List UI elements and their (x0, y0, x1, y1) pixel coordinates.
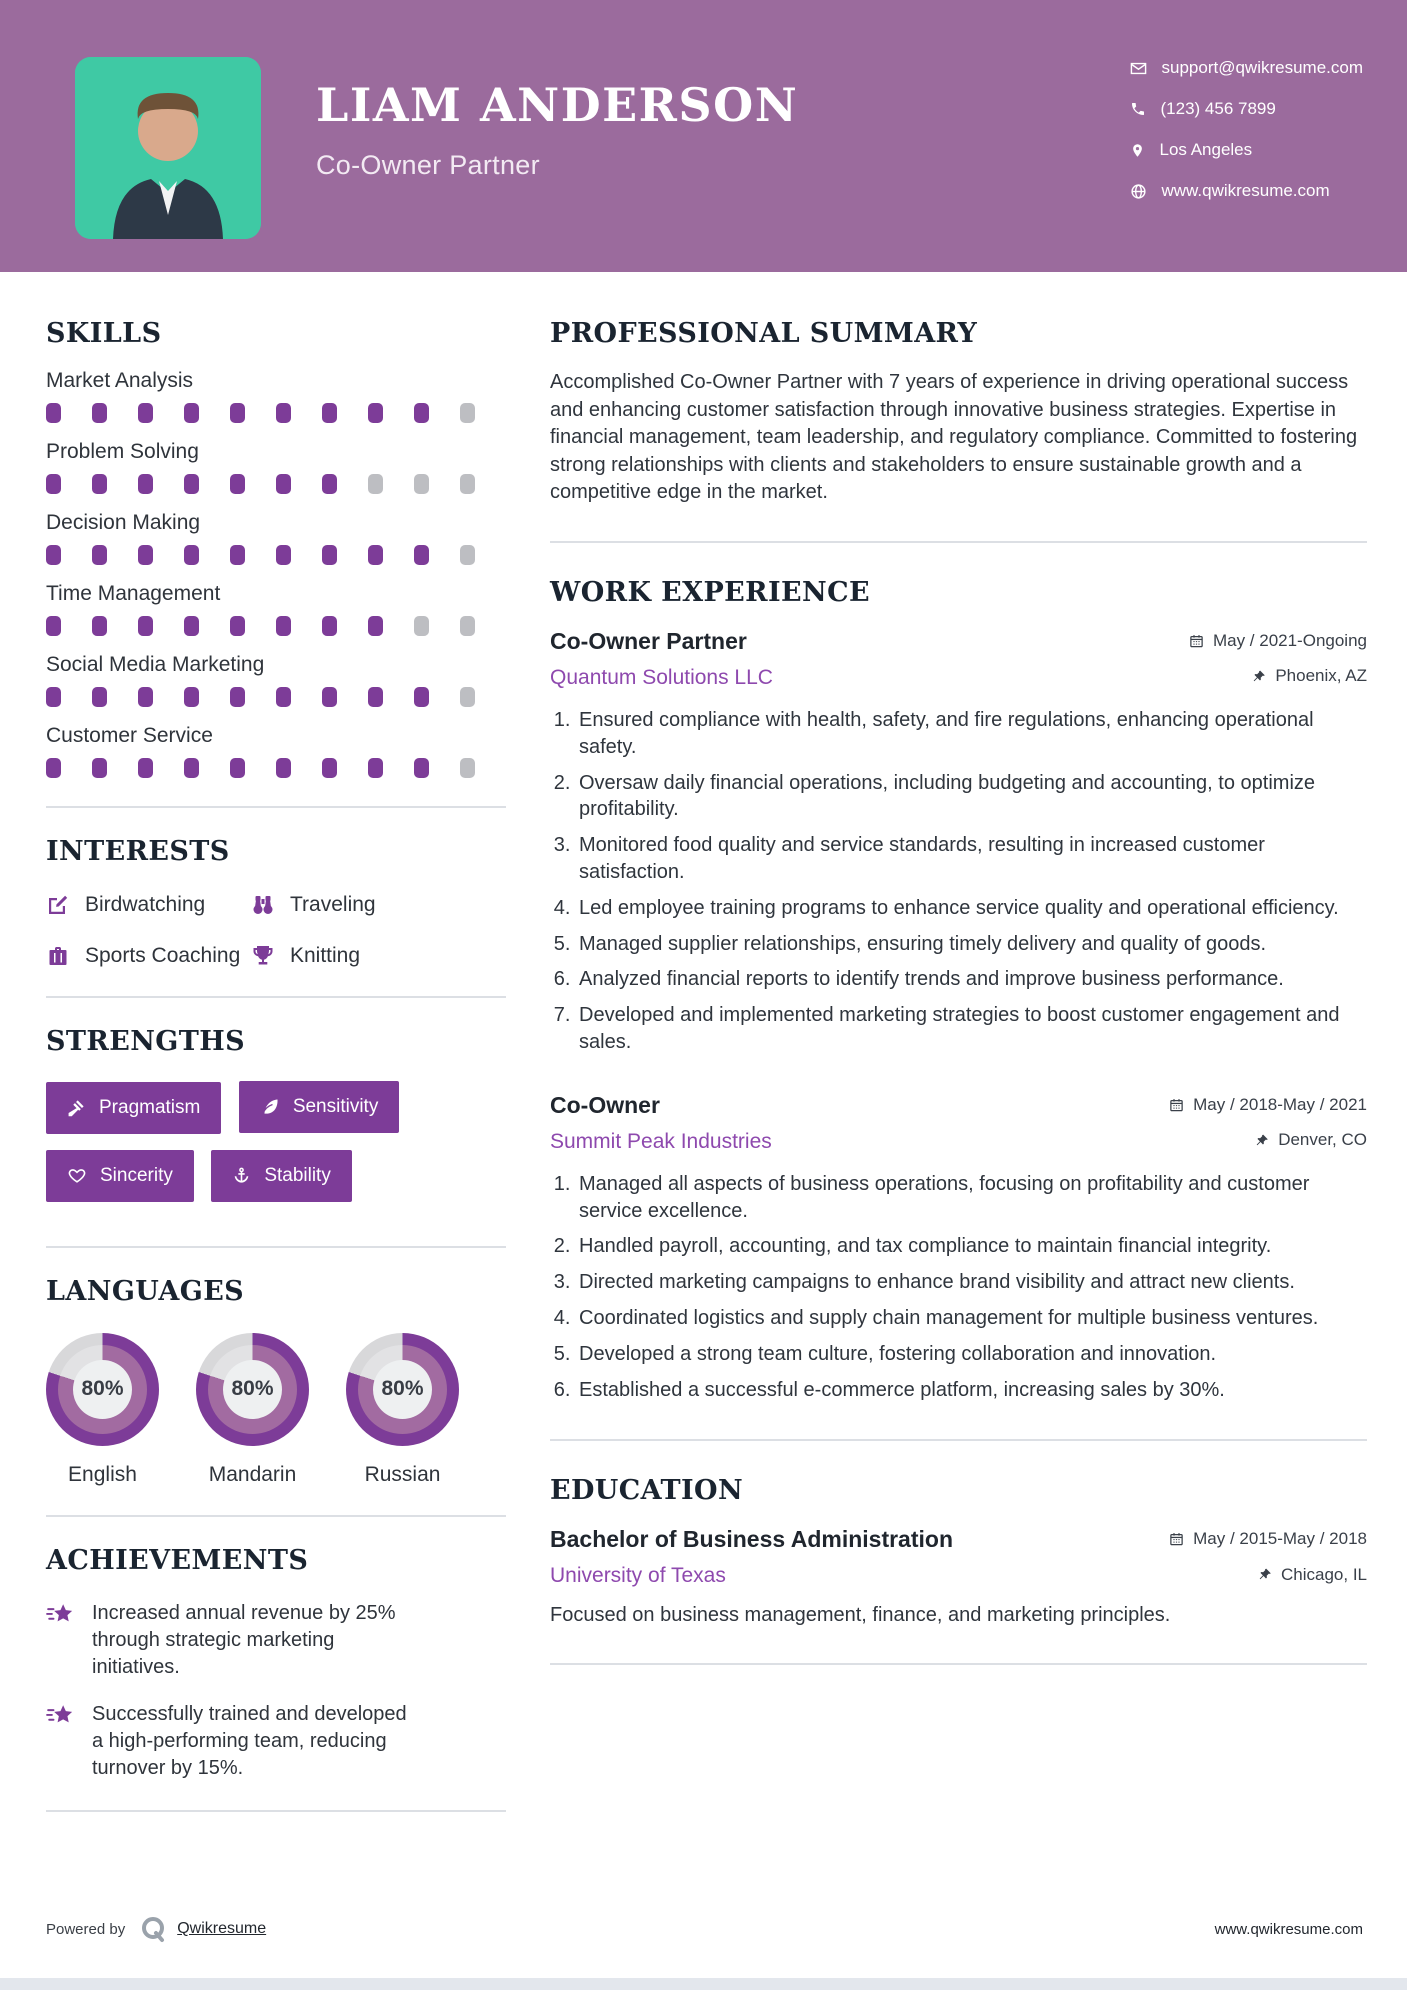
job-company: Summit Peak Industries (550, 1129, 772, 1153)
skill-dot (322, 758, 337, 778)
header (0, 0, 1407, 272)
skill-dot (460, 403, 475, 423)
footer (0, 1914, 1407, 1978)
skill-dot (460, 687, 475, 707)
skill-dot (276, 687, 291, 707)
skill-rating (46, 474, 506, 494)
language-item (196, 1333, 309, 1487)
contact-phone-text: (123) 456 7899 (1160, 99, 1276, 118)
strength-pill (46, 1082, 221, 1134)
contact-website-text: www.qwikresume.com (1161, 181, 1330, 200)
profile-photo (75, 57, 261, 239)
language-donut-chart (346, 1333, 459, 1446)
education-location (1258, 1565, 1367, 1585)
divider (550, 1439, 1367, 1441)
skill-item: Decision Making (46, 511, 506, 565)
job-dates (1189, 631, 1367, 651)
strength-label: Sensitivity (292, 1096, 379, 1117)
summary-heading: PROFESSIONAL SUMMARY (550, 318, 978, 349)
interest-label: Knitting (290, 944, 361, 967)
skill-rating (46, 403, 506, 423)
shooting-star-icon (46, 1601, 76, 1629)
languages-heading: LANGUAGES (46, 1275, 245, 1307)
divider (46, 1810, 506, 1812)
skill-dot (46, 758, 61, 778)
skill-dot (414, 474, 429, 494)
skill-dot (138, 687, 153, 707)
skill-dot (46, 687, 61, 707)
job-title: Co-Owner Partner (550, 627, 747, 654)
skill-dot (368, 545, 383, 565)
skill-dot (414, 616, 429, 636)
strength-label: Sincerity (100, 1164, 173, 1186)
job-bullet-list (550, 1171, 1367, 1404)
interests-heading: INTERESTS (46, 836, 230, 867)
skill-dot (368, 758, 383, 778)
achievements-heading: ACHIEVEMENTS (46, 1544, 309, 1576)
sidebar (46, 318, 506, 1840)
skill-dot (460, 616, 475, 636)
job-bullet: 6. Analyzed financial reports to identify trends and improve business performance. (576, 966, 1367, 993)
skill-dot (46, 474, 61, 494)
skill-rating (46, 545, 506, 565)
contact-location-text: Los Angeles (1159, 140, 1253, 159)
job-company: Quantum Solutions LLC (550, 665, 773, 689)
skill-dot (368, 474, 383, 494)
page-bottom-edge (0, 1978, 1407, 1990)
contact-phone (1130, 99, 1364, 119)
anchor-icon (232, 1166, 251, 1185)
divider (550, 1663, 1367, 1665)
job-location (1255, 1130, 1367, 1150)
pushpin-icon (1258, 1567, 1272, 1582)
job-bullet-list (550, 707, 1367, 1056)
job-bullet: 6. Established a successful e-commerce platform, increasing sales by 30%. (576, 1377, 1367, 1404)
skill-dot (460, 758, 475, 778)
divider (46, 996, 506, 998)
skill-rating (46, 687, 506, 707)
skill-rating (46, 616, 506, 636)
language-name: English (68, 1462, 137, 1486)
interest-item (251, 893, 506, 917)
person-avatar-graphic (75, 57, 261, 239)
job-bullet: 5. Developed a strong team culture, fostering collaboration and innovation. (576, 1341, 1367, 1368)
briefcase-icon (46, 944, 70, 968)
skill-dot (184, 758, 199, 778)
strength-pill (239, 1081, 400, 1133)
job-dates-text: May / 2021-Ongoing (1212, 630, 1367, 650)
skill-dot (230, 474, 245, 494)
job-location (1252, 666, 1367, 686)
skill-dot (92, 616, 107, 636)
leaf-icon (260, 1097, 280, 1117)
job-bullet: 4. Led employee training programs to enhance service quality and operational efficiency. (576, 895, 1367, 922)
interest-label: Birdwatching (85, 893, 206, 916)
achievement-text: Increased annual revenue by 25% through strategic marketing initiatives. (92, 1601, 396, 1678)
job-bullet: 1. Ensured compliance with health, safety, and fire regulations, enhancing operational safety. (576, 707, 1367, 761)
education-location-text: Chicago, IL (1281, 1564, 1367, 1584)
language-percent: 80% (373, 1360, 432, 1419)
skill-dot (138, 616, 153, 636)
school-name: University of Texas (550, 1564, 726, 1588)
globe-icon (1130, 183, 1147, 200)
skill-dot (92, 474, 107, 494)
skill-dot (184, 687, 199, 707)
skill-dot (230, 687, 245, 707)
heart-icon (67, 1166, 87, 1185)
skill-dot (138, 474, 153, 494)
phone-icon (1130, 101, 1146, 117)
skill-dot (138, 403, 153, 423)
strength-pill (46, 1150, 194, 1202)
skill-dot (368, 403, 383, 423)
contact-website[interactable] (1130, 181, 1364, 201)
education-entry (550, 1526, 1367, 1627)
skill-dot (414, 687, 429, 707)
divider (550, 541, 1367, 543)
skill-dot (46, 616, 61, 636)
skill-item: Problem Solving (46, 440, 506, 494)
language-item (46, 1333, 159, 1487)
degree-title: Bachelor of Business Administration (550, 1526, 953, 1553)
skill-dot (322, 474, 337, 494)
interest-label: Traveling (290, 893, 376, 916)
skill-dot (414, 403, 429, 423)
skill-dot (184, 403, 199, 423)
contact-location (1130, 140, 1364, 160)
summary-text: Accomplished Co-Owner Partner with 7 years of experience in driving operational success and enhancing customer satisfaction through innovative business strategies. Expertise in financial management, team leadership, and regulatory compliance. Committed to fostering strong relationships with clients and stakeholders to ensure sustainable growth and a competitive edge in the market. (550, 371, 1358, 504)
skill-dot (184, 545, 199, 565)
skill-dot (138, 545, 153, 565)
language-donut-chart (196, 1333, 309, 1446)
job-dates (1169, 1095, 1367, 1115)
strengths-list (46, 1081, 506, 1218)
job-location-text: Phoenix, AZ (1275, 666, 1367, 686)
job-bullet: 2. Handled payroll, accounting, and tax compliance to maintain financial integrity. (576, 1233, 1367, 1260)
contact-email[interactable] (1130, 58, 1364, 78)
skill-dot (414, 545, 429, 565)
interest-item (46, 893, 251, 917)
skill-dot (322, 687, 337, 707)
skill-dot (46, 403, 61, 423)
job-bullet: 7. Developed and implemented marketing strategies to boost customer engagement and sales. (576, 1002, 1367, 1056)
skill-item: Time Management (46, 582, 506, 636)
binoculars-icon (251, 893, 275, 917)
language-percent: 80% (223, 1360, 282, 1419)
skill-dot (460, 545, 475, 565)
skill-dot (184, 616, 199, 636)
pushpin-icon (1252, 669, 1266, 684)
qwikresume-link[interactable]: Qwikresume (177, 1920, 267, 1937)
divider (46, 1515, 506, 1517)
location-pin-icon (1130, 142, 1145, 159)
skill-dot (230, 758, 245, 778)
skill-dot (322, 403, 337, 423)
skill-dot (92, 758, 107, 778)
candidate-title: Co-Owner Partner (316, 150, 540, 180)
skill-dot (92, 545, 107, 565)
language-donut-chart (46, 1333, 159, 1446)
calendar-icon (1189, 633, 1204, 649)
skill-dot (276, 616, 291, 636)
education-description: Focused on business management, finance, and marketing principles. (550, 1604, 1171, 1627)
skill-dot (276, 545, 291, 565)
education-heading: EDUCATION (550, 1475, 744, 1507)
achievement-text: Successfully trained and developed a high-performing team, reducing turnover by 15%. (92, 1702, 407, 1779)
skill-item: Customer Service (46, 724, 506, 778)
job-location-text: Denver, CO (1278, 1130, 1367, 1150)
interest-label: Sports Coaching (85, 944, 241, 967)
skill-item: Market Analysis (46, 369, 506, 423)
calendar-icon (1169, 1531, 1184, 1547)
candidate-name: LIAM ANDERSON (316, 78, 799, 132)
contact-list (1130, 58, 1364, 201)
skills-list (46, 369, 506, 778)
job-bullet: 3. Monitored food quality and service standards, resulting in increased customer satisfaction. (576, 832, 1367, 886)
skill-dot (322, 616, 337, 636)
interest-item (46, 944, 251, 968)
language-percent: 80% (73, 1360, 132, 1419)
job-entry (550, 628, 1367, 1056)
skill-dot (322, 545, 337, 565)
strength-label: Stability (264, 1164, 331, 1186)
skill-dot (92, 403, 107, 423)
pushpin-icon (1255, 1133, 1269, 1148)
skill-dot (92, 687, 107, 707)
powered-by-label: Powered by (46, 1920, 126, 1938)
gavel-icon (67, 1098, 86, 1117)
calendar-icon (1169, 1097, 1184, 1113)
job-dates-text: May / 2018-May / 2021 (1193, 1094, 1367, 1114)
language-name: Russian (364, 1462, 441, 1486)
divider (46, 1246, 506, 1248)
languages-list (46, 1333, 506, 1487)
achievements-list (46, 1600, 506, 1782)
envelope-icon (1130, 60, 1147, 77)
job-bullet: 2. Oversaw daily financial operations, including budgeting and accounting, to optimize profitability. (576, 770, 1367, 824)
skill-dot (276, 403, 291, 423)
experience-heading: WORK EXPERIENCE (550, 576, 870, 608)
skill-dot (138, 758, 153, 778)
achievement-item (46, 1600, 506, 1681)
skill-dot (276, 474, 291, 494)
skill-dot (46, 545, 61, 565)
edit-pencil-icon (46, 893, 70, 917)
language-name: Mandarin (208, 1462, 297, 1486)
strength-pill (211, 1150, 352, 1202)
job-bullet: 1. Managed all aspects of business operations, focusing on profitability and customer service excellence. (576, 1171, 1367, 1225)
interest-item (251, 944, 506, 968)
job-bullet: 5. Managed supplier relationships, ensuring timely delivery and quality of goods. (576, 931, 1367, 958)
education-dates-text: May / 2015-May / 2018 (1193, 1529, 1367, 1549)
job-bullet: 4. Coordinated logistics and supply chain management for multiple business ventures. (576, 1305, 1367, 1332)
skill-dot (460, 474, 475, 494)
qwikresume-logo-icon (138, 1914, 168, 1944)
skill-dot (230, 545, 245, 565)
job-bullet: 3. Directed marketing campaigns to enhance brand visibility and attract new clients. (576, 1269, 1367, 1296)
interests-list (46, 893, 506, 968)
skill-dot (230, 616, 245, 636)
language-item (346, 1333, 459, 1487)
education-dates (1169, 1529, 1367, 1549)
trophy-icon (251, 944, 275, 968)
footer-website: www.qwikresume.com (1214, 1920, 1363, 1938)
job-entry (550, 1092, 1367, 1404)
divider (46, 806, 506, 808)
strengths-heading: STRENGTHS (46, 1026, 246, 1057)
skill-dot (184, 474, 199, 494)
shooting-star-icon (46, 1702, 76, 1730)
skill-rating (46, 758, 506, 778)
main-content (550, 318, 1367, 1699)
skill-dot (230, 403, 245, 423)
skill-item: Social Media Marketing (46, 653, 506, 707)
skill-dot (414, 758, 429, 778)
skill-dot (368, 616, 383, 636)
skills-heading: SKILLS (46, 318, 162, 349)
skill-dot (368, 687, 383, 707)
achievement-item (46, 1701, 506, 1782)
contact-email-text: support@qwikresume.com (1161, 58, 1363, 77)
job-title: Co-Owner (550, 1091, 660, 1118)
strength-label: Pragmatism (99, 1096, 201, 1118)
skill-dot (276, 758, 291, 778)
